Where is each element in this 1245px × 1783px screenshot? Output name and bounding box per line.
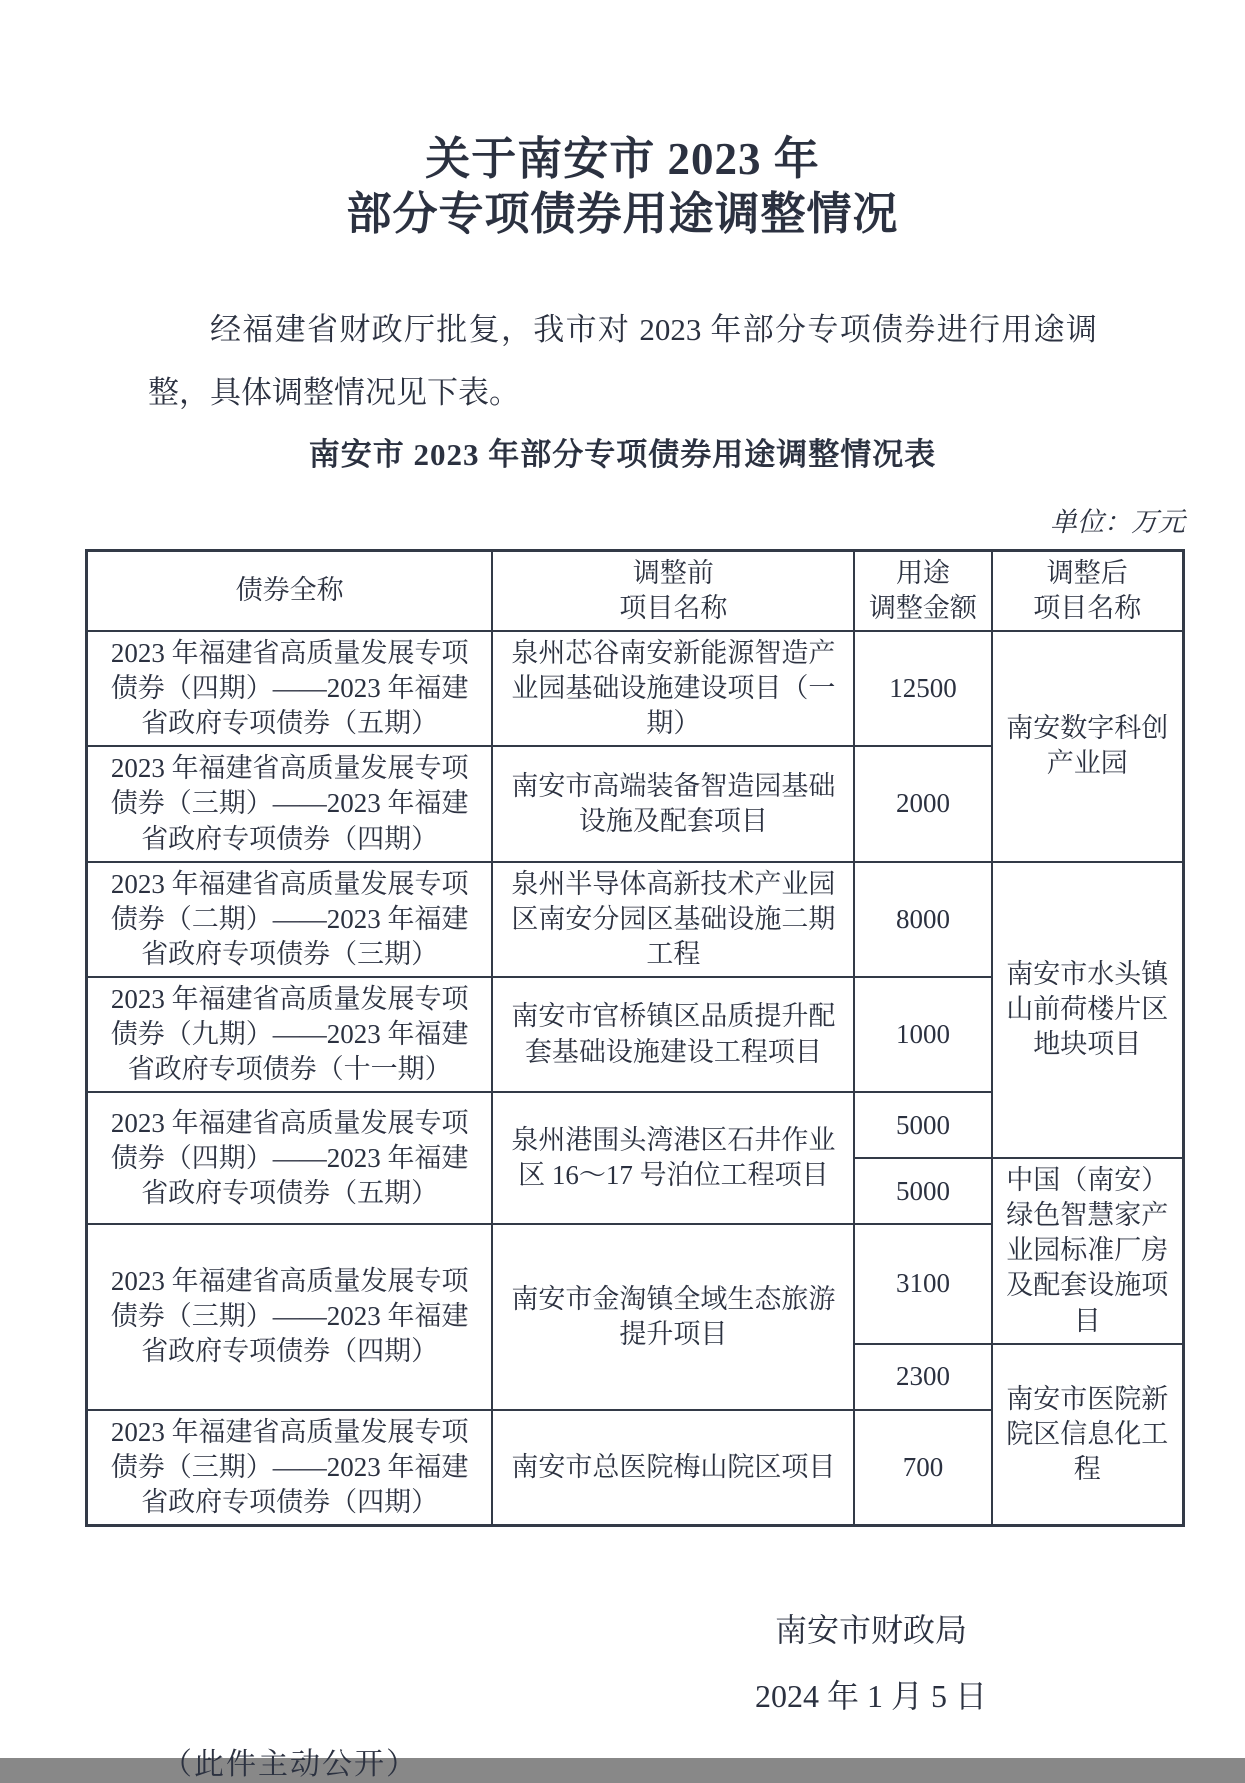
adjustments-table	[85, 549, 1185, 1527]
unit-label: 单位：万元	[1050, 506, 1185, 537]
signature-org: 南安市财政局	[774, 1611, 967, 1648]
project-after-cell: 南安数字科创产业园	[992, 631, 1184, 862]
col-header-bond-name: 债券全称	[87, 550, 493, 631]
amount-cell: 3100	[854, 1224, 991, 1343]
bond-cell: 2023 年福建省高质量发展专项债券（三期）——2023 年福建省政府专项债券（四期）	[87, 746, 493, 861]
amount-cell: 5000	[854, 1092, 991, 1158]
project-after-cell: 中国（南安）绿色智慧家产业园标准厂房及配套设施项目	[992, 1158, 1184, 1343]
bond-cell: 2023 年福建省高质量发展专项债券（二期）——2023 年福建省政府专项债券（三期）	[87, 862, 493, 977]
signature-block	[706, 1605, 1036, 1717]
project-before-cell: 泉州半导体高新技术产业园区南安分园区基础设施二期工程	[492, 862, 854, 977]
amount-cell: 700	[854, 1410, 991, 1526]
col-header-project-before	[492, 550, 854, 631]
table-row	[87, 862, 1184, 977]
project-after-cell: 南安市医院新院区信息化工程	[992, 1344, 1184, 1526]
amount-cell: 12500	[854, 631, 991, 746]
bond-cell: 2023 年福建省高质量发展专项债券（四期）——2023 年福建省政府专项债券（五期）	[87, 631, 493, 746]
body-paragraph: 经福建省财政厅批复，我市对 2023 年部分专项债券进行用途调整，具体调整情况见下表。	[148, 311, 1097, 411]
amount-cell: 5000	[854, 1158, 991, 1224]
col-header-after-line2: 项目名称	[1033, 592, 1142, 623]
amount-cell: 8000	[854, 862, 991, 977]
document-title-line2: 部分专项债券用途调整情况	[346, 188, 899, 239]
document-title-line1: 关于南安市 2023 年	[425, 134, 820, 184]
table-caption: 南安市 2023 年部分专项债券用途调整情况表	[308, 436, 937, 472]
project-before-cell: 南安市金淘镇全域生态旅游提升项目	[492, 1224, 854, 1409]
project-before-cell: 泉州港围头湾港区石井作业区 16～17 号泊位工程项目	[492, 1092, 854, 1224]
col-header-after-line1: 调整后	[1046, 557, 1128, 588]
project-before-cell: 泉州芯谷南安新能源智造产业园基础设施建设项目（一期）	[492, 631, 854, 746]
col-header-project-after	[992, 550, 1184, 631]
col-header-amount-line1: 用途	[895, 557, 950, 588]
table-header-row	[87, 550, 1184, 631]
project-before-cell: 南安市高端装备智造园基础设施及配套项目	[492, 746, 854, 861]
project-after-cell: 南安市水头镇山前荷楼片区地块项目	[992, 862, 1184, 1159]
table-row	[87, 631, 1184, 746]
signature-date: 2024 年 1 月 5 日	[754, 1677, 987, 1714]
col-header-before-line1: 调整前	[632, 557, 714, 588]
amount-cell: 2000	[854, 746, 991, 861]
amount-cell: 2300	[854, 1344, 991, 1410]
project-before-cell: 南安市总医院梅山院区项目	[492, 1410, 854, 1526]
bond-cell: 2023 年福建省高质量发展专项债券（三期）——2023 年福建省政府专项债券（四期）	[87, 1410, 493, 1526]
project-before-cell: 南安市官桥镇区品质提升配套基础设施建设工程项目	[492, 977, 854, 1092]
document-title	[0, 0, 1245, 242]
bond-cell: 2023 年福建省高质量发展专项债券（三期）——2023 年福建省政府专项债券（四期）	[87, 1224, 493, 1409]
disclosure-note: （此件主动公开）	[162, 1747, 418, 1781]
col-header-amount	[854, 550, 991, 631]
col-header-amount-line2: 调整金额	[868, 592, 977, 623]
bond-cell: 2023 年福建省高质量发展专项债券（四期）——2023 年福建省政府专项债券（五期）	[87, 1092, 493, 1224]
bond-cell: 2023 年福建省高质量发展专项债券（九期）——2023 年福建省政府专项债券（十一期）	[87, 977, 493, 1092]
amount-cell: 1000	[854, 977, 991, 1092]
col-header-before-line2: 项目名称	[619, 592, 728, 623]
